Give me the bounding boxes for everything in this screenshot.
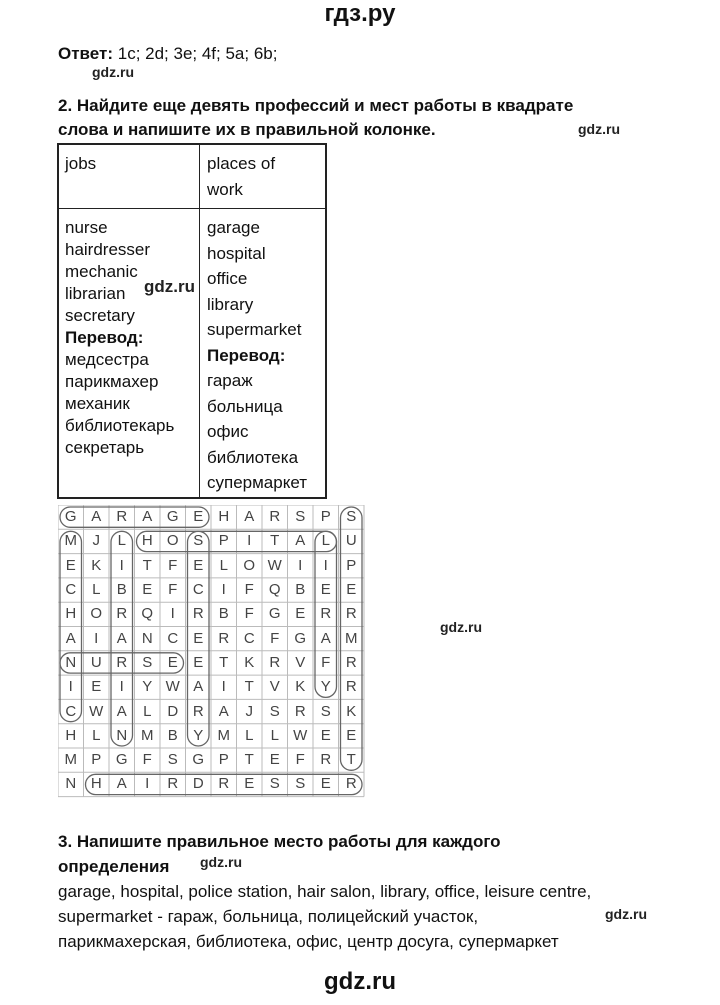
list-item: nurse — [65, 218, 108, 237]
list-item: супермаркет — [207, 473, 308, 492]
grid-letter: E — [193, 508, 204, 526]
watermark: gdz.ru — [92, 64, 134, 80]
list-item: больница — [207, 396, 283, 416]
list-item: парикмахер — [65, 372, 159, 391]
grid-letter: E — [346, 726, 357, 744]
grid-letter: E — [320, 775, 331, 793]
grid-letter: J — [92, 532, 100, 550]
grid-letter: J — [245, 702, 253, 720]
grid-letter: F — [295, 751, 305, 769]
list-item: librarian — [65, 284, 126, 303]
grid-letter: E — [193, 653, 204, 671]
list-item: mechanic — [65, 262, 138, 281]
footer-watermark: gdz.ru — [324, 968, 396, 995]
grid-letter: B — [295, 581, 306, 599]
list-item: медсестра — [65, 350, 149, 369]
grid-letter: F — [244, 605, 254, 623]
grid-letter: Q — [268, 581, 281, 599]
grid-letter: O — [166, 532, 179, 550]
grid-letter: R — [269, 653, 281, 671]
grid-letter: S — [320, 702, 331, 720]
grid-letter: G — [294, 629, 307, 647]
grid-letter: R — [116, 653, 128, 671]
grid-letter: C — [192, 581, 204, 599]
grid-letter: L — [245, 726, 254, 744]
grid-letter: S — [269, 775, 280, 793]
translation-label: Перевод: — [207, 345, 286, 365]
list-item: garage — [207, 218, 260, 237]
table-header-jobs: jobs — [65, 154, 97, 173]
list-item: библиотекарь — [65, 416, 175, 435]
task3-body-line1: garage, hospital, police station, hair salon, library, office, leisure centre, — [58, 882, 592, 901]
task3-body-line2: supermarket - гараж, больница, полицейский участок, — [58, 907, 479, 926]
grid-letter: I — [145, 775, 150, 793]
grid-letter: A — [116, 629, 127, 647]
grid-letter: K — [346, 702, 357, 720]
grid-letter: R — [116, 508, 128, 526]
watermark: gdz.ru — [578, 121, 620, 137]
grid-letter: B — [218, 605, 229, 623]
grid-letter: R — [192, 605, 204, 623]
grid-letter: Y — [142, 678, 153, 696]
grid-letter: N — [141, 629, 153, 647]
table-header-places-line1: places of — [207, 154, 276, 173]
grid-letter: I — [119, 678, 124, 696]
list-item: secretary — [65, 306, 135, 325]
grid-letter: F — [168, 581, 178, 599]
grid-letter: C — [243, 629, 255, 647]
grid-letter: H — [218, 508, 230, 526]
site-title: гдз.ру — [324, 0, 396, 27]
grid-letter: H — [141, 532, 153, 550]
grid-letter: R — [167, 775, 179, 793]
table-header-places-line2: work — [207, 180, 243, 199]
grid-letter: K — [91, 556, 102, 574]
grid-letter: C — [65, 702, 77, 720]
word-search-grid — [58, 505, 366, 801]
list-item: офис — [207, 422, 249, 441]
grid-letter: P — [218, 532, 229, 550]
places-list — [207, 215, 307, 496]
grid-letter: P — [91, 751, 102, 769]
task3-body-line3: парикмахерская, библиотека, офис, центр досуга, супермаркет — [58, 932, 559, 951]
watermark: gdz.ru — [200, 854, 242, 870]
grid-letter: G — [64, 508, 77, 526]
grid-letter: M — [64, 751, 77, 769]
grid-letter: R — [320, 605, 332, 623]
grid-letter: T — [244, 678, 254, 696]
watermark: gdz.ru — [144, 277, 195, 296]
grid-letter: A — [244, 508, 255, 526]
watermark: gdz.ru — [605, 906, 647, 922]
answer-label: Ответ: — [58, 44, 113, 63]
grid-letter: E — [295, 605, 306, 623]
grid-letter: L — [117, 532, 126, 550]
grid-letter: R — [269, 508, 281, 526]
grid-letter: I — [94, 629, 99, 647]
grid-letter: I — [323, 556, 328, 574]
grid-letter: U — [90, 653, 102, 671]
grid-letter: A — [91, 508, 102, 526]
list-item: library — [207, 294, 254, 314]
grid-letter: A — [295, 532, 306, 550]
grid-letter: M — [345, 629, 358, 647]
task3-title-line1: 3. Напишите правильное место работы для каждого — [58, 832, 501, 851]
grid-letter: I — [221, 581, 226, 599]
grid-letter: O — [90, 605, 103, 623]
grid-letter: L — [321, 532, 330, 550]
grid-letter: U — [345, 532, 357, 550]
grid-letter: V — [269, 678, 280, 696]
grid-letter: H — [90, 775, 102, 793]
grid-letter: H — [65, 605, 77, 623]
grid-letter: F — [270, 629, 280, 647]
grid-letter: E — [244, 775, 255, 793]
grid-letter: N — [65, 775, 77, 793]
task2-title-line1: 2. Найдите еще девять профессий и мест работы в квадрате — [58, 96, 574, 115]
grid-letter: T — [346, 751, 356, 769]
list-item: секретарь — [65, 438, 145, 457]
grid-letter: S — [269, 702, 280, 720]
list-item: гараж — [207, 371, 253, 390]
grid-letter: E — [346, 581, 357, 599]
grid-letter: I — [221, 678, 226, 696]
grid-letter: S — [142, 653, 153, 671]
grid-letter: N — [65, 653, 77, 671]
grid-letter: R — [345, 605, 357, 623]
translation-label: Перевод: — [65, 328, 144, 347]
grid-letter: A — [116, 775, 127, 793]
grid-letter: E — [193, 629, 204, 647]
task2-title-line2: слова и напишите их в правильной колонке. — [58, 120, 436, 139]
grid-letter: G — [192, 751, 205, 769]
grid-letter: I — [119, 556, 124, 574]
grid-letter: R — [345, 775, 357, 793]
grid-letter: S — [295, 508, 306, 526]
grid-letter: E — [142, 581, 153, 599]
grid-letter: O — [243, 556, 256, 574]
grid-letter: E — [193, 556, 204, 574]
grid-letter: B — [167, 726, 178, 744]
grid-letter: T — [244, 751, 254, 769]
grid-letter: G — [166, 508, 179, 526]
grid-letter: T — [270, 532, 280, 550]
grid-letter: L — [270, 726, 279, 744]
grid-letter: R — [345, 653, 357, 671]
grid-letter: S — [193, 532, 204, 550]
answer-table — [57, 143, 327, 499]
grid-letter: S — [167, 751, 178, 769]
grid-letter: L — [92, 726, 101, 744]
grid-letter: R — [294, 702, 306, 720]
grid-letter: P — [218, 751, 229, 769]
grid-letter: F — [168, 556, 178, 574]
grid-letter: A — [320, 629, 331, 647]
grid-letter: W — [293, 726, 308, 744]
list-item: hospital — [207, 243, 266, 263]
grid-letter: B — [116, 581, 127, 599]
grid-letter: K — [295, 678, 306, 696]
grid-letter: I — [68, 678, 73, 696]
grid-letter: I — [170, 605, 175, 623]
grid-letter: T — [219, 653, 229, 671]
grid-letter: D — [167, 702, 179, 720]
grid-letter: S — [295, 775, 306, 793]
grid-letter: F — [321, 653, 331, 671]
grid-letter: A — [116, 702, 127, 720]
grid-letter: Y — [320, 678, 331, 696]
grid-letter: W — [89, 702, 104, 720]
grid-letter: E — [320, 581, 331, 599]
grid-letter: A — [65, 629, 76, 647]
grid-letter: P — [346, 556, 357, 574]
grid-letter: I — [298, 556, 303, 574]
grid-letter: R — [218, 629, 230, 647]
grid-letter: W — [165, 678, 180, 696]
grid-letter: M — [141, 726, 154, 744]
list-item: библиотека — [207, 447, 299, 467]
grid-letter: H — [65, 726, 77, 744]
grid-letter: C — [65, 581, 77, 599]
watermark: gdz.ru — [440, 619, 482, 635]
grid-letter: G — [268, 605, 281, 623]
grid-letter: E — [269, 751, 280, 769]
grid-letter: L — [92, 581, 101, 599]
grid-letter: L — [219, 556, 228, 574]
grid-letter: K — [244, 653, 255, 671]
grid-letter: Q — [141, 605, 154, 623]
grid-letter: Y — [193, 726, 204, 744]
answer-line — [58, 44, 277, 64]
list-item: механик — [65, 394, 130, 413]
grid-letter: S — [346, 508, 357, 526]
grid-letter: A — [193, 678, 204, 696]
grid-letter: F — [142, 751, 152, 769]
grid-letter: M — [217, 726, 230, 744]
grid-letter: R — [218, 775, 230, 793]
grid-letter: E — [65, 556, 76, 574]
grid-letter: N — [116, 726, 128, 744]
grid-letter: F — [244, 581, 254, 599]
grid-letter: D — [192, 775, 204, 793]
list-item: supermarket — [207, 320, 302, 339]
grid-letter: T — [142, 556, 152, 574]
grid-letter: R — [192, 702, 204, 720]
grid-letter: E — [91, 678, 102, 696]
grid-letter: P — [320, 508, 331, 526]
grid-letter: E — [320, 726, 331, 744]
grid-letter: R — [116, 605, 128, 623]
grid-letter: W — [267, 556, 282, 574]
grid-letter: M — [64, 532, 77, 550]
list-item: hairdresser — [65, 240, 151, 259]
grid-letter: L — [143, 702, 152, 720]
answer-text: 1c; 2d; 3e; 4f; 5a; 6b; — [117, 44, 278, 63]
grid-letter: G — [115, 751, 128, 769]
grid-letter: I — [247, 532, 252, 550]
list-item: office — [207, 269, 248, 288]
task3-title-line2: определения — [58, 857, 170, 876]
grid-letter: R — [345, 678, 357, 696]
grid-letter: A — [142, 508, 153, 526]
grid-letter: R — [320, 751, 332, 769]
grid-letter: C — [167, 629, 179, 647]
table-header-places — [207, 151, 275, 203]
grid-letter: E — [167, 653, 178, 671]
grid-letter: V — [295, 653, 306, 671]
grid-letter: A — [218, 702, 229, 720]
jobs-list — [65, 217, 174, 459]
